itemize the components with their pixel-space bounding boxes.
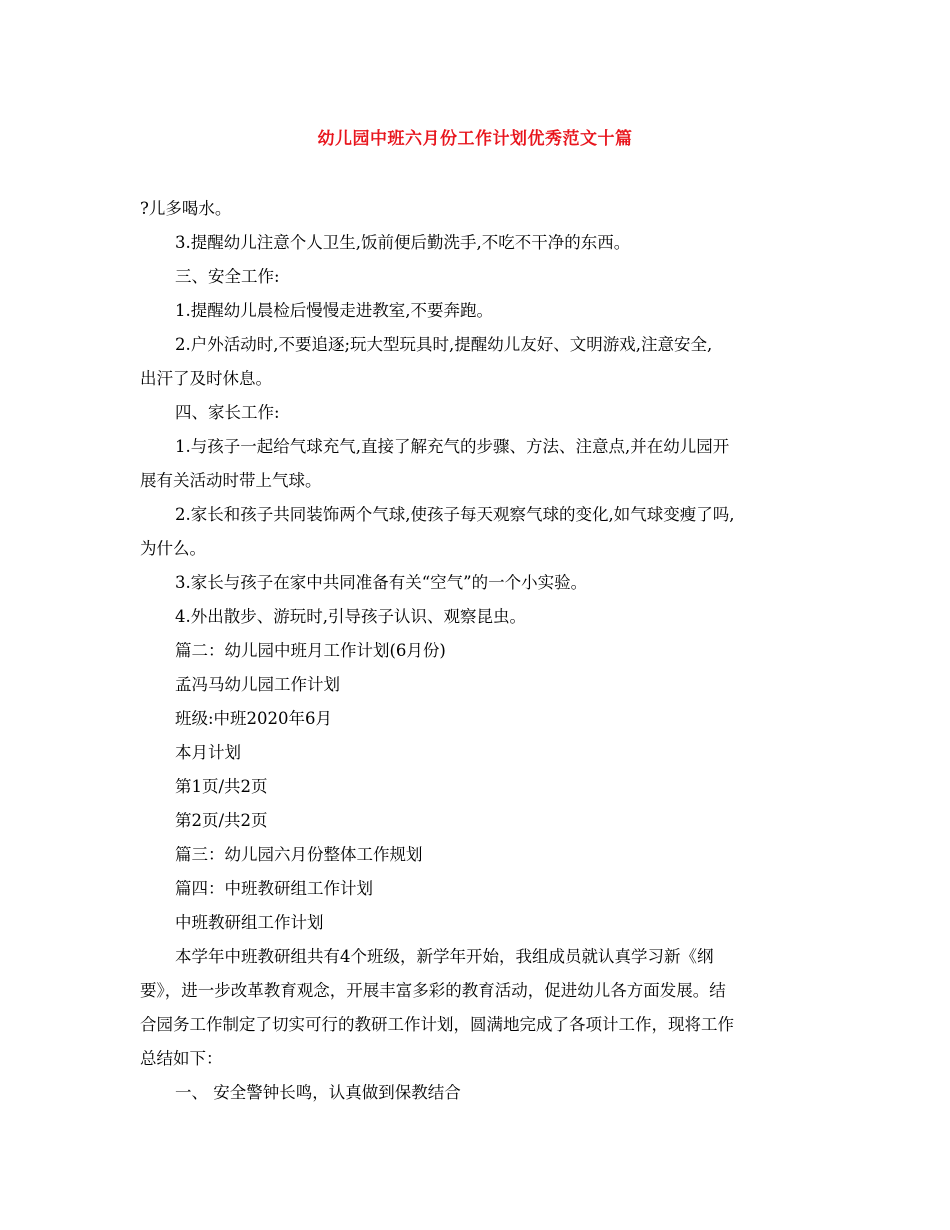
- paragraph-line: 一、 安全警钟长鸣，认真做到保教结合: [175, 1083, 461, 1102]
- paragraph-line: 2.家长和孩子共同装饰两个气球,使孩子每天观察气球的变化,如气球变瘦了吗,: [175, 505, 735, 524]
- paragraph-line: 展有关活动时带上气球。: [140, 471, 322, 490]
- paragraph-line: 三、安全工作:: [175, 267, 280, 286]
- paragraph-line: 2.户外活动时,不要追逐;玩大型玩具时,提醒幼儿友好、文明游戏,注意安全,: [175, 335, 713, 354]
- paragraph-line: 四、家长工作:: [175, 403, 280, 422]
- paragraph-line: 要》，进一步改革教育观念，开展丰富多彩的教育活动，促进幼儿各方面发展。结: [140, 981, 726, 1000]
- document-body: [140, 192, 815, 1110]
- paragraph-line: 中班教研组工作计划: [175, 913, 324, 932]
- paragraph-line: 1.与孩子一起给气球充气,直接了解充气的步骤、方法、注意点,并在幼儿园开: [175, 437, 730, 456]
- paragraph-line: 总结如下：: [140, 1049, 223, 1068]
- paragraph-line: 孟冯马幼儿园工作计划: [175, 675, 340, 694]
- paragraph-line: 本月计划: [175, 743, 241, 762]
- paragraph-line: 篇三：幼儿园六月份整体工作规划: [175, 845, 423, 864]
- paragraph-line: 第2页/共2页: [175, 811, 268, 830]
- paragraph-line: 本学年中班教研组共有4个班级，新学年开始，我组成员就认真学习新《纲: [175, 947, 714, 966]
- paragraph-line: 第1页/共2页: [175, 777, 268, 796]
- paragraph-line: 篇二：幼儿园中班月工作计划(6月份): [175, 641, 446, 660]
- paragraph-line: ?儿多喝水。: [140, 199, 232, 218]
- paragraph-line: 3.提醒幼儿注意个人卫生,饭前便后勤洗手,不吃不干净的东西。: [175, 233, 631, 252]
- paragraph-line: 3.家长与孩子在家中共同准备有关“空气”的一个小实验。: [175, 573, 588, 592]
- paragraph-line: 1.提醒幼儿晨检后慢慢走进教室,不要奔跑。: [175, 301, 493, 320]
- paragraph-line: 班级:中班2020年6月: [175, 709, 333, 728]
- paragraph-line: 为什么。: [140, 539, 206, 558]
- paragraph-line: 4.外出散步、游玩时,引导孩子认识、观察昆虫。: [175, 607, 526, 626]
- paragraph-line: 合园务工作制定了切实可行的教研工作计划，圆满地完成了各项计工作，现将工作: [140, 1015, 734, 1034]
- paragraph-line: 篇四：中班教研组工作计划: [175, 879, 373, 898]
- paragraph-line: 出汗了及时休息。: [140, 369, 272, 388]
- document-title: 幼儿园中班六月份工作计划优秀范文十篇: [317, 129, 633, 149]
